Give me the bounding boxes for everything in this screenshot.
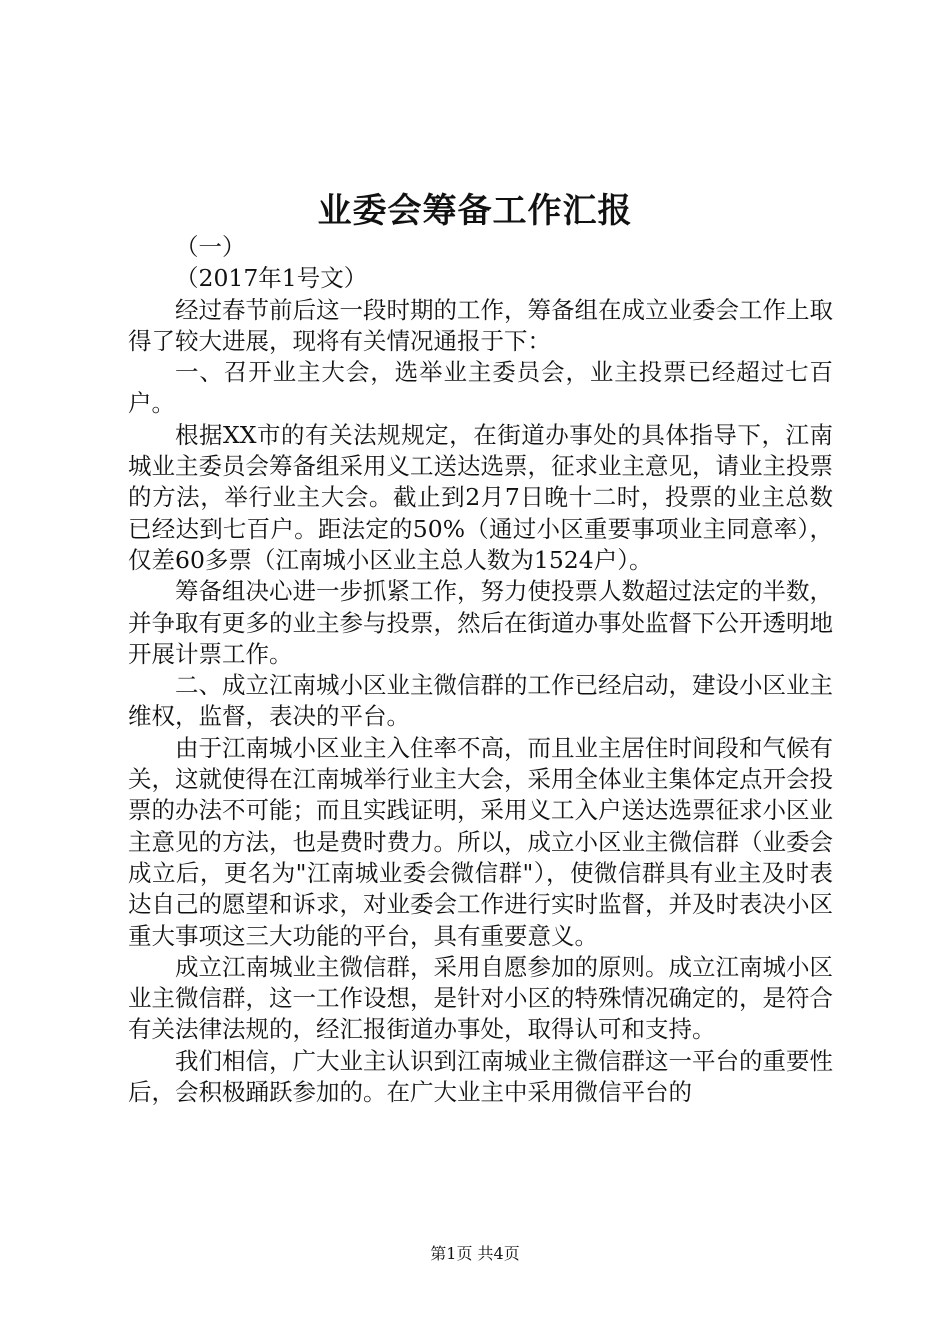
paragraph-section-number: （一）: [175, 233, 246, 261]
page-footer: 第1页 共4页: [430, 1244, 520, 1263]
paragraph: 成立江南城业主微信群，采用自愿参加的原则。成立江南城小区业主微信群，这一工作设想，是针对小区的特殊情况确定的，是符合有关法律法规的，经汇报街道办事处，取得认可和支持。: [128, 952, 833, 1044]
paragraph-heading-2: 二、成立江南城小区业主微信群的工作已经启动，建设小区业主维权，监督，表决的平台。: [128, 671, 833, 731]
paragraph: 筹备组决心进一步抓紧工作，努力使投票人数超过法定的半数，并争取有更多的业主参与投票，然后在街道办事处监督下公开透明地开展计票工作。: [128, 577, 833, 668]
document-title: 业委会筹备工作汇报: [317, 191, 633, 231]
paragraph-intro: 经过春节前后这一段时期的工作，筹备组在成立业委会工作上取得了较大进展，现将有关情况通报于下：: [128, 295, 833, 355]
paragraph: 根据XX市的有关法规规定，在街道办事处的具体指导下，江南城业主委员会筹备组采用义工送达选票，征求业主意见，请业主投票的方法，举行业主大会。截止到2月7日晚十二时，投票的业主总数已经达到七百户。距法定的50%（通过小区重要事项业主同意率），仅差60多票（江南城小区业主总人数为1524户）。: [128, 420, 833, 574]
paragraph-heading-1: 一、召开业主大会，选举业主委员会，业主投票已经超过七百户。: [128, 358, 833, 418]
paragraph: 由于江南城小区业主入住率不高，而且业主居住时间段和气候有关，这就使得在江南城举行业主大会，采用全体业主集体定点开会投票的办法不可能；而且实践证明，采用义工入户送达选票征求小区业主意见的方法，也是费时费力。所以，成立小区业主微信群（业委会成立后，更名为"江南城业委会微信群"），使微信群具有业主及时表达自己的愿望和诉求，对业委会工作进行实时监督，并及时表决小区重大事项这三大功能的平台，具有重要意义。: [128, 733, 833, 950]
paragraph: 我们相信，广大业主认识到江南城业主微信群这一平台的重要性后，会积极踊跃参加的。在广大业主中采用微信平台的: [128, 1046, 833, 1107]
paragraph-doc-number: （2017年1号文）: [175, 264, 368, 293]
document-body: [128, 232, 833, 1108]
